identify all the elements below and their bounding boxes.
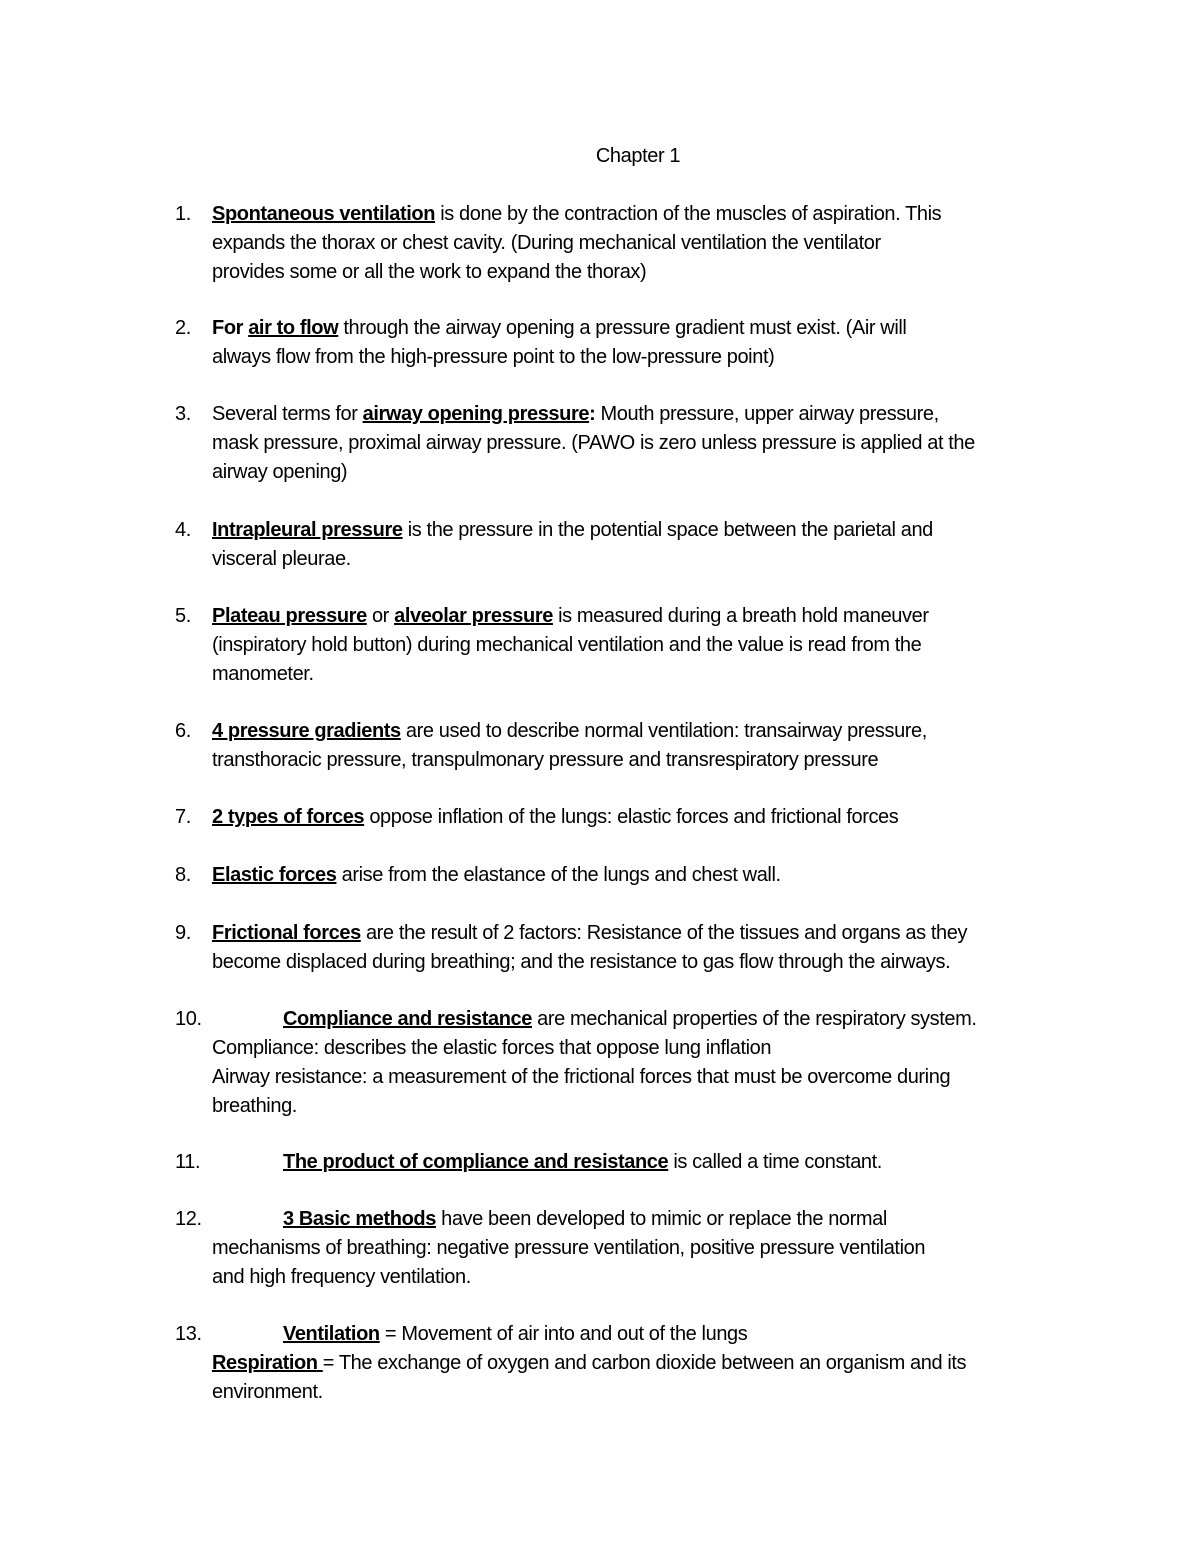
key-term: alveolar pressure [394, 605, 553, 627]
list-item-4 [175, 516, 1065, 574]
key-term: Frictional forces [212, 922, 361, 944]
item-line: Several terms for airway opening pressure: Mouth pressure, upper airway pressure, [212, 403, 939, 425]
item-line: The product of compliance and resistance is called a time constant. [283, 1151, 882, 1173]
item-line: always flow from the high-pressure point to the low-pressure point) [212, 346, 775, 368]
list-item-13 [175, 1320, 1065, 1407]
key-term: air to flow [248, 317, 339, 339]
item-line: Compliance and resistance are mechanical properties of the respiratory system. [283, 1008, 977, 1030]
item-number: 4. [175, 519, 191, 541]
item-number: 2. [175, 317, 191, 339]
item-line: Plateau pressure or alveolar pressure is measured during a breath hold maneuver [212, 605, 929, 627]
item-line: transthoracic pressure, transpulmonary pressure and transrespiratory pressure [212, 749, 879, 771]
item-line: 3 Basic methods have been developed to mimic or replace the normal [283, 1208, 887, 1230]
item-number: 5. [175, 605, 191, 627]
list-item-8 [175, 861, 1065, 890]
key-term: Plateau pressure [212, 605, 367, 627]
list-item-12 [175, 1205, 1065, 1292]
item-line: Frictional forces are the result of 2 factors: Resistance of the tissues and organs as they [212, 922, 968, 944]
item-line: breathing. [212, 1095, 297, 1117]
key-term: Spontaneous ventilation [212, 203, 436, 225]
key-term: Intrapleural pressure [212, 519, 403, 541]
key-term: Ventilation [283, 1323, 380, 1345]
item-line: For air to flow through the airway opening a pressure gradient must exist. (Air will [212, 317, 907, 339]
item-line: Airway resistance: a measurement of the frictional forces that must be overcome during [212, 1066, 951, 1088]
key-term: 2 types of forces [212, 806, 365, 828]
item-line: Spontaneous ventilation is done by the contraction of the muscles of aspiration. This [212, 203, 942, 225]
key-term: 4 pressure gradients [212, 720, 401, 742]
item-line: Ventilation = Movement of air into and out of the lungs [283, 1323, 748, 1345]
item-number: 11. [175, 1151, 201, 1173]
item-number: 9. [175, 922, 191, 944]
item-line: Respiration = The exchange of oxygen and carbon dioxide between an organism and its [212, 1352, 967, 1374]
key-term: Elastic forces [212, 864, 337, 886]
list-item-10 [175, 1005, 1065, 1121]
item-number: 1. [175, 203, 191, 225]
item-line: 4 pressure gradients are used to describe normal ventilation: transairway pressure, [212, 720, 927, 742]
item-number: 6. [175, 720, 191, 742]
list-item-7 [175, 803, 1065, 832]
list-item-2 [175, 314, 1065, 372]
list-item-5 [175, 602, 1065, 689]
item-line: (inspiratory hold button) during mechanical ventilation and the value is read from the [212, 634, 922, 656]
item-line: expands the thorax or chest cavity. (During mechanical ventilation the ventilator [212, 232, 881, 254]
item-line: environment. [212, 1381, 323, 1403]
list-item-3 [175, 400, 1065, 487]
list-item-11 [175, 1148, 1065, 1177]
page-title: Chapter 1 [595, 145, 681, 167]
item-number: 3. [175, 403, 191, 425]
item-number: 8. [175, 864, 191, 886]
list-item-9 [175, 919, 1065, 977]
item-number: 13. [175, 1323, 202, 1345]
item-line: Compliance: describes the elastic forces that oppose lung inflation [212, 1037, 772, 1059]
list-item-6 [175, 717, 1065, 775]
item-number: 12. [175, 1208, 202, 1230]
item-line: and high frequency ventilation. [212, 1266, 471, 1288]
item-line: provides some or all the work to expand the thorax) [212, 261, 647, 283]
item-line: mechanisms of breathing: negative pressure ventilation, positive pressure ventilation [212, 1237, 926, 1259]
item-line: 2 types of forces oppose inflation of the lungs: elastic forces and frictional forces [212, 806, 899, 828]
key-term: Respiration [212, 1352, 323, 1374]
item-line: airway opening) [212, 461, 348, 483]
key-term: Compliance and resistance [283, 1008, 532, 1030]
item-line: mask pressure, proximal airway pressure. (PAWO is zero unless pressure is applied at the [212, 432, 975, 454]
key-term: The product of compliance and resistance [283, 1151, 669, 1173]
key-term: airway opening pressure [362, 403, 590, 425]
item-number: 7. [175, 806, 191, 828]
item-line: visceral pleurae. [212, 548, 351, 570]
item-line: Elastic forces arise from the elastance of the lungs and chest wall. [212, 864, 781, 886]
item-line: manometer. [212, 663, 314, 685]
item-line: Intrapleural pressure is the pressure in the potential space between the parietal and [212, 519, 933, 541]
item-number: 10. [175, 1008, 202, 1030]
key-term: 3 Basic methods [283, 1208, 436, 1230]
list-item-1 [175, 200, 1065, 287]
item-line: become displaced during breathing; and the resistance to gas flow through the airways. [212, 951, 951, 973]
